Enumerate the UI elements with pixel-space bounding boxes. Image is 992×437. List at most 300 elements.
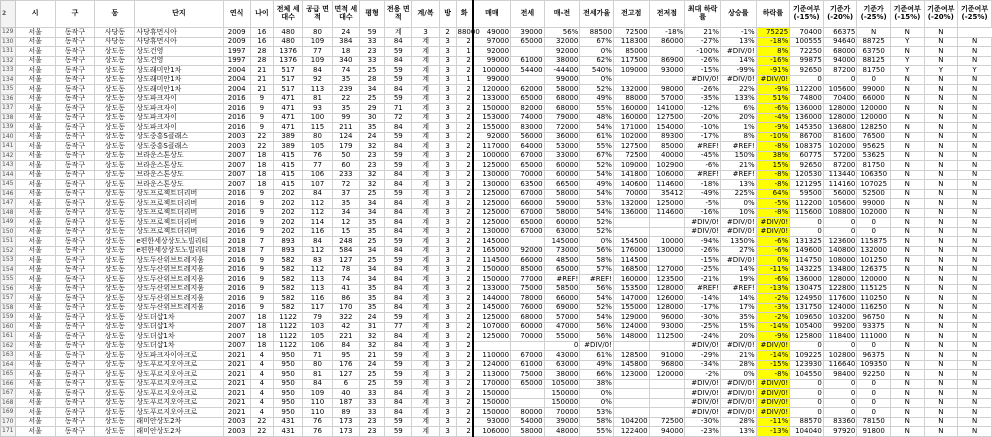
cell[interactable]: -8% (756, 180, 790, 190)
column-header[interactable]: 매매 (473, 1, 511, 28)
cell[interactable]: 145000 (473, 303, 511, 313)
row-number[interactable]: 167 (2, 389, 14, 397)
cell[interactable]: N (924, 389, 958, 399)
cell[interactable]: N (958, 75, 992, 85)
cell[interactable]: #DIV/0! (720, 408, 756, 418)
cell[interactable]: 65000 (544, 265, 580, 275)
cell[interactable]: N (890, 123, 924, 133)
cell[interactable]: 61% (580, 132, 614, 142)
cell[interactable]: 서울 (15, 170, 55, 180)
cell[interactable]: 사당동 (95, 28, 135, 38)
cell[interactable]: 동작구 (55, 104, 95, 114)
cell[interactable]: 35 (359, 294, 384, 304)
cell[interactable]: N (924, 56, 958, 66)
cell[interactable]: N (890, 351, 924, 361)
cell[interactable]: 9 (250, 208, 273, 218)
cell[interactable]: 동작구 (55, 28, 95, 38)
cell[interactable]: 109000 (613, 66, 649, 76)
cell[interactable]: 34 (359, 208, 384, 218)
cell[interactable]: 170 (332, 303, 359, 313)
cell[interactable]: 0% (756, 256, 790, 266)
column-header[interactable]: 기준여부 (-15%) (890, 1, 924, 28)
cell[interactable]: 55% (580, 104, 614, 114)
cell[interactable]: 105600 (823, 85, 857, 95)
cell[interactable]: 124000 (823, 303, 857, 313)
cell[interactable]: 415 (273, 170, 302, 180)
cell[interactable]: 106000 (649, 170, 685, 180)
row-number[interactable]: 163 (2, 351, 14, 359)
cell[interactable]: 상도건영 (135, 47, 223, 57)
cell[interactable]: 34 (359, 246, 384, 256)
cell[interactable]: 계 (412, 37, 439, 47)
cell[interactable]: 72500 (613, 28, 649, 38)
cell[interactable]: 582 (273, 275, 302, 285)
cell[interactable]: -21% (685, 275, 721, 285)
cell[interactable]: 60000 (544, 161, 580, 171)
cell[interactable]: 2004 (223, 85, 250, 95)
column-header[interactable]: 전세가율 (580, 1, 614, 28)
cell[interactable]: 2003 (223, 417, 250, 427)
cell[interactable]: 2003 (223, 132, 250, 142)
cell[interactable]: 84 (385, 398, 412, 408)
cell[interactable] (473, 341, 511, 351)
cell[interactable]: 100555 (790, 37, 824, 47)
cell[interactable]: 59 (385, 417, 412, 427)
cell[interactable]: 82000 (511, 104, 545, 114)
cell[interactable]: 123600 (823, 237, 857, 247)
cell[interactable]: 상도래미안1차 (135, 75, 223, 85)
cell[interactable]: N (890, 303, 924, 313)
cell[interactable]: 계 (412, 360, 439, 370)
cell[interactable]: N (958, 351, 992, 361)
cell[interactable]: 상도파크자이 (135, 104, 223, 114)
cell[interactable]: 13% (720, 180, 756, 190)
cell[interactable]: 56% (580, 332, 614, 342)
cell[interactable]: 3 (439, 246, 456, 256)
cell[interactable]: 서울 (15, 132, 55, 142)
cell[interactable]: 75000 (511, 284, 545, 294)
cell[interactable]: 145000 (473, 237, 511, 247)
column-header[interactable]: 매-전 (544, 1, 580, 28)
cell[interactable]: 24 (359, 313, 384, 323)
cell[interactable]: 동작구 (55, 303, 95, 313)
cell[interactable]: 2004 (223, 66, 250, 76)
cell[interactable]: 127 (332, 370, 359, 380)
cell[interactable]: 동작구 (55, 37, 95, 47)
cell[interactable]: 54% (580, 294, 614, 304)
cell[interactable]: 128000 (823, 113, 857, 123)
column-header[interactable]: 기준여부 (-20%) (924, 1, 958, 28)
cell[interactable]: 59 (385, 189, 412, 199)
cell[interactable]: 2 (456, 427, 473, 437)
cell[interactable]: 85000 (511, 265, 545, 275)
cell[interactable]: 86000 (649, 37, 685, 47)
cell[interactable]: 582 (273, 303, 302, 313)
cell[interactable]: 2021 (223, 370, 250, 380)
cell[interactable]: 114600 (649, 180, 685, 190)
cell[interactable]: 48000 (544, 427, 580, 437)
cell[interactable]: 34 (332, 208, 359, 218)
cell[interactable]: 2 (456, 322, 473, 332)
cell[interactable]: 83000 (511, 123, 545, 133)
cell[interactable]: 24 (359, 132, 384, 142)
cell[interactable]: 202 (273, 218, 302, 228)
cell[interactable]: 72500 (649, 417, 685, 427)
cell[interactable]: 16 (250, 28, 273, 38)
cell[interactable]: 105600 (823, 199, 857, 209)
cell[interactable]: 32 (359, 341, 384, 351)
cell[interactable]: 3 (439, 94, 456, 104)
cell[interactable]: 동작구 (55, 332, 95, 342)
cell[interactable]: 59 (385, 370, 412, 380)
cell[interactable]: 84 (385, 85, 412, 95)
cell[interactable]: 2 (456, 66, 473, 76)
cell[interactable]: 4 (250, 360, 273, 370)
cell[interactable]: 84 (385, 227, 412, 237)
cell[interactable]: N (958, 332, 992, 342)
cell[interactable]: 상도동 (95, 199, 135, 209)
cell[interactable]: 128000 (649, 284, 685, 294)
cell[interactable]: 2016 (223, 189, 250, 199)
cell[interactable]: 54% (580, 313, 614, 323)
cell[interactable]: 340 (332, 56, 359, 66)
cell[interactable]: 109 (303, 37, 332, 47)
cell[interactable]: N (890, 170, 924, 180)
cell[interactable]: 84 (385, 218, 412, 228)
cell[interactable]: 14% (720, 265, 756, 275)
cell[interactable]: 65000 (511, 161, 545, 171)
cell[interactable]: #DIV/0! (685, 227, 721, 237)
cell[interactable]: 43000 (544, 351, 580, 361)
cell[interactable]: 582 (273, 265, 302, 275)
cell[interactable]: 66000 (511, 256, 545, 266)
cell[interactable]: 3 (439, 180, 456, 190)
column-header[interactable]: 전저점 (649, 1, 685, 28)
cell[interactable]: 384 (332, 37, 359, 47)
cell[interactable]: N (958, 303, 992, 313)
cell[interactable]: N (924, 265, 958, 275)
row-number[interactable]: 168 (2, 398, 14, 406)
cell[interactable]: 3 (439, 294, 456, 304)
cell[interactable]: N (924, 246, 958, 256)
cell[interactable]: 상도동 (95, 332, 135, 342)
cell[interactable]: 104040 (790, 427, 824, 437)
cell[interactable]: 사당휴먼시아 (135, 28, 223, 38)
cell[interactable]: 84 (303, 379, 332, 389)
cell[interactable]: 상도동 (95, 341, 135, 351)
cell[interactable]: 117500 (613, 56, 649, 66)
cell[interactable]: N (958, 142, 992, 152)
cell[interactable]: 동작구 (55, 66, 95, 76)
cell[interactable]: 계 (412, 208, 439, 218)
cell[interactable]: 1% (720, 123, 756, 133)
cell[interactable]: N (958, 398, 992, 408)
cell[interactable]: N (857, 28, 891, 38)
cell[interactable]: 68000 (511, 313, 545, 323)
cell[interactable]: 서울 (15, 265, 55, 275)
cell[interactable]: 동작구 (55, 417, 95, 427)
cell[interactable]: 2016 (223, 256, 250, 266)
cell[interactable]: 95625 (857, 142, 891, 152)
cell[interactable]: N (890, 284, 924, 294)
cell[interactable]: 54% (580, 170, 614, 180)
cell[interactable]: 2016 (223, 113, 250, 123)
cell[interactable]: 114750 (790, 256, 824, 266)
cell[interactable]: 동작구 (55, 85, 95, 95)
row-number[interactable]: 141 (2, 142, 14, 150)
cell[interactable]: 133000 (473, 284, 511, 294)
cell[interactable]: 9 (250, 284, 273, 294)
cell[interactable]: 동작구 (55, 322, 95, 332)
cell[interactable]: 10000 (649, 237, 685, 247)
column-header[interactable]: 구 (55, 1, 95, 28)
cell[interactable]: 9 (250, 189, 273, 199)
cell[interactable]: 2016 (223, 294, 250, 304)
cell[interactable]: #DIV/0! (756, 398, 790, 408)
cell[interactable]: 80 (303, 28, 332, 38)
row-number[interactable]: 162 (2, 341, 14, 349)
cell[interactable]: 58% (580, 256, 614, 266)
cell[interactable]: N (958, 189, 992, 199)
cell[interactable]: 동작구 (55, 94, 95, 104)
cell[interactable]: N (924, 398, 958, 408)
cell[interactable]: 114 (303, 218, 332, 228)
cell[interactable]: 132000 (613, 85, 649, 95)
row-number[interactable]: 147 (2, 199, 14, 207)
cell[interactable]: 109350 (857, 360, 891, 370)
cell[interactable]: 74 (332, 275, 359, 285)
cell[interactable]: 105000 (544, 379, 580, 389)
cell[interactable]: 94640 (823, 37, 857, 47)
cell[interactable]: 1376 (273, 56, 302, 66)
cell[interactable]: 86700 (790, 132, 824, 142)
cell[interactable]: 72000 (544, 123, 580, 133)
cell[interactable]: 67000 (511, 351, 545, 361)
cell[interactable]: 22 (250, 142, 273, 152)
cell[interactable]: #DIV/0! (720, 256, 756, 266)
cell[interactable]: 125000 (473, 161, 511, 171)
cell[interactable]: 20% (720, 332, 756, 342)
cell[interactable]: 2 (456, 275, 473, 285)
cell[interactable]: N (958, 379, 992, 389)
cell[interactable]: 47000 (544, 322, 580, 332)
cell[interactable]: 3 (439, 265, 456, 275)
cell[interactable]: 20% (720, 113, 756, 123)
cell[interactable]: 9 (250, 294, 273, 304)
cell[interactable]: 2016 (223, 303, 250, 313)
row-number[interactable]: 143 (2, 161, 14, 169)
cell[interactable]: -13% (756, 284, 790, 294)
cell[interactable]: 116640 (823, 360, 857, 370)
cell[interactable]: 동작구 (55, 199, 95, 209)
cell[interactable]: 122400 (613, 427, 649, 437)
column-header[interactable]: 계/복 (412, 1, 439, 28)
cell[interactable]: 84 (385, 208, 412, 218)
cell[interactable]: N (924, 85, 958, 95)
cell[interactable]: N (958, 275, 992, 285)
cell[interactable]: 148000 (613, 332, 649, 342)
cell[interactable]: 계 (412, 85, 439, 95)
cell[interactable]: -2% (685, 370, 721, 380)
cell[interactable]: 상도두산위브트레지움 (135, 294, 223, 304)
cell[interactable]: N (890, 161, 924, 171)
cell[interactable]: N (924, 37, 958, 47)
cell[interactable]: 상도래미안1차 (135, 66, 223, 76)
cell[interactable]: 35 (359, 227, 384, 237)
cell[interactable]: 72250 (790, 47, 824, 57)
cell[interactable]: N (924, 408, 958, 418)
cell[interactable]: N (890, 75, 924, 85)
cell[interactable]: 431 (273, 417, 302, 427)
cell[interactable]: 108375 (790, 142, 824, 152)
cell[interactable]: 2016 (223, 227, 250, 237)
cell[interactable]: 0 (857, 75, 891, 85)
cell[interactable]: 125000 (473, 332, 511, 342)
cell[interactable]: N (958, 256, 992, 266)
cell[interactable]: 3 (439, 417, 456, 427)
cell[interactable]: 59 (385, 256, 412, 266)
cell[interactable]: 118400 (823, 332, 857, 342)
cell[interactable]: 1 (456, 47, 473, 57)
cell[interactable]: 16 (250, 37, 273, 47)
cell[interactable]: 8% (720, 132, 756, 142)
cell[interactable]: 100 (303, 113, 332, 123)
cell[interactable]: 56000 (823, 189, 857, 199)
column-header[interactable]: 면적 세대수 (332, 1, 359, 28)
cell[interactable]: 6 (332, 379, 359, 389)
cell[interactable]: 60775 (790, 151, 824, 161)
cell[interactable]: N (958, 180, 992, 190)
cell[interactable]: 950 (273, 389, 302, 399)
cell[interactable]: 123500 (649, 275, 685, 285)
cell[interactable]: -8% (756, 370, 790, 380)
cell[interactable]: 84 (332, 341, 359, 351)
cell[interactable]: 동작구 (55, 370, 95, 380)
cell[interactable]: 0 (790, 218, 824, 228)
cell[interactable]: 서울 (15, 417, 55, 427)
cell[interactable]: Y (958, 66, 992, 76)
cell[interactable]: 61000 (511, 360, 545, 370)
cell[interactable]: 67000 (511, 151, 545, 161)
cell[interactable]: 58000 (511, 427, 545, 437)
column-header[interactable]: 동 (95, 1, 135, 28)
cell[interactable]: 147000 (613, 294, 649, 304)
cell[interactable]: 3 (439, 47, 456, 57)
cell[interactable]: 동작구 (55, 427, 95, 437)
cell[interactable]: 23 (359, 161, 384, 171)
cell[interactable]: 2 (456, 341, 473, 351)
cell[interactable]: N (958, 85, 992, 95)
cell[interactable]: 계 (412, 379, 439, 389)
cell[interactable]: -2% (756, 294, 790, 304)
row-number[interactable]: 159 (2, 313, 14, 321)
cell[interactable]: 173 (332, 427, 359, 437)
cell[interactable]: 계 (412, 284, 439, 294)
cell[interactable]: N (890, 370, 924, 380)
cell[interactable]: 233 (332, 170, 359, 180)
cell[interactable]: 21% (685, 28, 721, 38)
cell[interactable]: 23 (359, 151, 384, 161)
cell[interactable]: 22 (332, 94, 359, 104)
cell[interactable]: -18% (685, 180, 721, 190)
cell[interactable]: 3 (439, 56, 456, 66)
cell[interactable]: 124000 (473, 360, 511, 370)
cell[interactable]: 2 (456, 303, 473, 313)
cell[interactable]: N (924, 370, 958, 380)
cell[interactable]: 120000 (857, 104, 891, 114)
cell[interactable]: 114500 (473, 256, 511, 266)
cell[interactable]: 76 (303, 151, 332, 161)
cell[interactable]: 69000 (544, 303, 580, 313)
cell[interactable]: 계 (412, 294, 439, 304)
cell[interactable]: 동작구 (55, 113, 95, 123)
cell[interactable]: 3 (439, 199, 456, 209)
cell[interactable]: 93375 (857, 322, 891, 332)
cell[interactable]: N (890, 256, 924, 266)
column-header[interactable]: 전용 면적 (385, 1, 412, 28)
cell[interactable]: 153000 (473, 113, 511, 123)
cell[interactable]: N (958, 104, 992, 114)
cell[interactable]: 154500 (613, 237, 649, 247)
cell[interactable]: 동작구 (55, 237, 95, 247)
cell[interactable]: 81 (303, 370, 332, 380)
cell[interactable]: 136000 (613, 208, 649, 218)
cell[interactable] (613, 398, 649, 408)
cell[interactable]: 517 (273, 75, 302, 85)
cell[interactable]: 66% (580, 370, 614, 380)
cell[interactable]: 2 (456, 389, 473, 399)
cell[interactable]: 동작구 (55, 284, 95, 294)
cell[interactable]: N (958, 370, 992, 380)
cell[interactable] (649, 256, 685, 266)
cell[interactable]: 2 (456, 237, 473, 247)
cell[interactable]: 78150 (857, 417, 891, 427)
cell[interactable]: 서울 (15, 313, 55, 323)
cell[interactable]: 55000 (544, 332, 580, 342)
cell[interactable]: 102000 (823, 142, 857, 152)
cell[interactable]: -14% (756, 351, 790, 361)
cell[interactable]: 59 (385, 161, 412, 171)
cell[interactable]: 상도푸르지오아크로 (135, 379, 223, 389)
cell[interactable]: 132000 (857, 246, 891, 256)
cell[interactable]: 동작구 (55, 265, 95, 275)
cell[interactable]: 54400 (511, 66, 545, 76)
cell[interactable]: 3 (439, 370, 456, 380)
cell[interactable]: 9 (250, 303, 273, 313)
cell[interactable]: 113 (303, 85, 332, 95)
cell[interactable]: 84 (303, 237, 332, 247)
cell[interactable]: 67000 (511, 189, 545, 199)
cell[interactable]: 64000 (511, 142, 545, 152)
cell[interactable]: 0 (823, 389, 857, 399)
cell[interactable]: 109000 (613, 161, 649, 171)
cell[interactable]: #DIV/0! (685, 398, 721, 408)
cell[interactable]: N (958, 237, 992, 247)
cell[interactable]: N (958, 132, 992, 142)
cell[interactable]: 60 (332, 161, 359, 171)
cell[interactable]: 21 (250, 85, 273, 95)
cell[interactable]: 18 (250, 313, 273, 323)
cell[interactable]: 29 (359, 104, 384, 114)
cell[interactable]: 33 (359, 56, 384, 66)
cell[interactable]: #REF! (685, 170, 721, 180)
cell[interactable]: 136800 (823, 123, 857, 133)
cell[interactable]: 143225 (790, 265, 824, 275)
cell[interactable]: 상도동 (95, 427, 135, 437)
cell[interactable]: 15 (332, 227, 359, 237)
cell[interactable]: N (890, 246, 924, 256)
cell[interactable]: 33000 (544, 151, 580, 161)
